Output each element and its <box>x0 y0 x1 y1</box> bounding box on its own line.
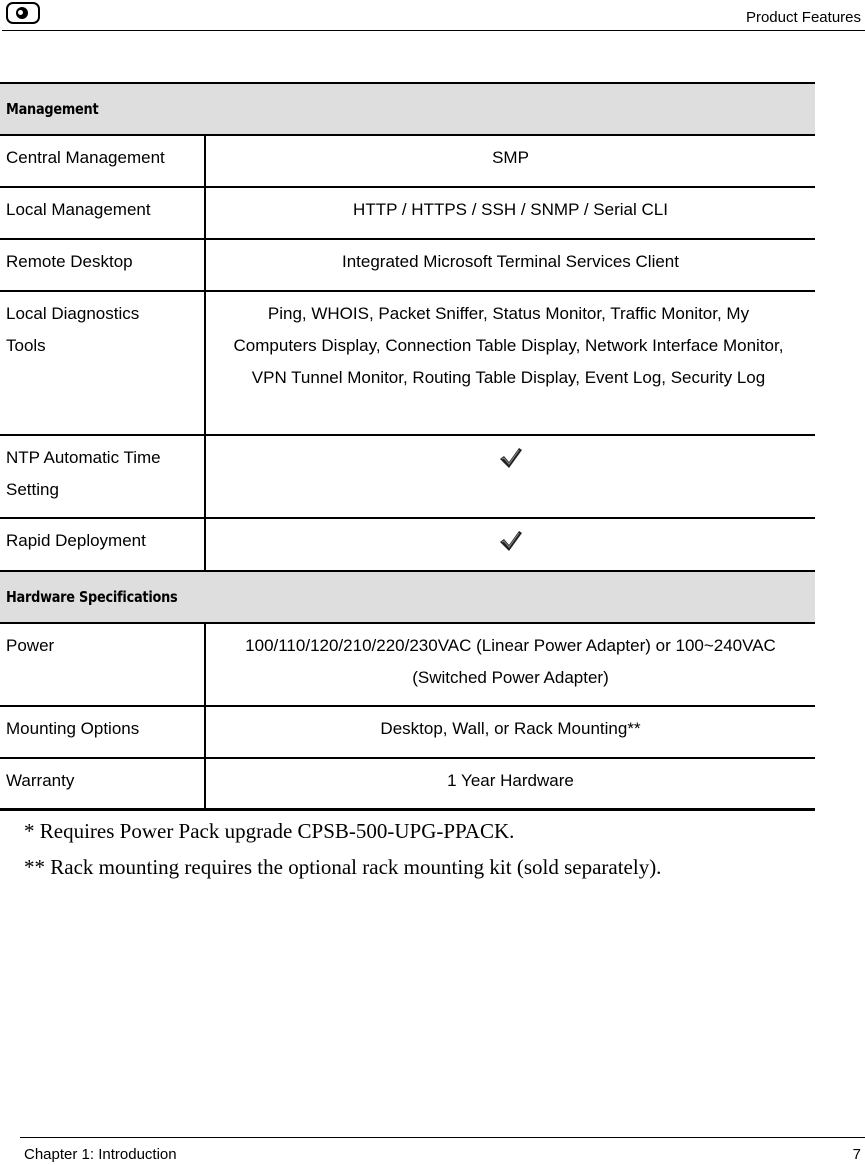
table-row <box>0 706 815 758</box>
table-row <box>0 758 815 809</box>
table-row <box>0 187 815 239</box>
row-label: Remote Desktop <box>0 239 205 291</box>
row-label: Local Diagnostics Tools <box>0 291 205 435</box>
table-row <box>0 623 815 706</box>
row-label: Local Management <box>0 187 205 239</box>
row-value: 100/110/120/210/220/230VAC (Linear Power Adapter) or 100~240VAC (Switched Power Adapter) <box>205 623 815 706</box>
row-value: Ping, WHOIS, Packet Sniffer, Status Monitor, Traffic Monitor, My Computers Display, Connection Table Display, Network Interface Monitor, VPN Tunnel Monitor, Routing Table Display, Event Log, Security Log <box>205 291 815 435</box>
table-row <box>0 135 815 187</box>
checkmark-icon <box>498 446 524 470</box>
row-value: Integrated Microsoft Terminal Services Client <box>205 239 815 291</box>
chapter-label: Chapter 1: Introduction <box>24 1146 177 1163</box>
row-label: Warranty <box>0 758 205 809</box>
table-row <box>0 239 815 291</box>
row-label: Mounting Options <box>0 706 205 758</box>
table-row <box>0 291 815 435</box>
row-label: Rapid Deployment <box>0 518 205 571</box>
page-number: 7 <box>852 1146 861 1163</box>
row-value: HTTP / HTTPS / SSH / SNMP / Serial CLI <box>205 187 815 239</box>
checkmark-icon <box>498 529 524 553</box>
row-label: Power <box>0 623 205 706</box>
row-value: SMP <box>205 135 815 187</box>
section-heading: Management <box>6 100 99 118</box>
section-hardware <box>0 571 815 623</box>
footnote: * Requires Power Pack upgrade CPSB-500-UPG-PPACK. <box>24 819 515 843</box>
footer-divider <box>20 1137 865 1138</box>
footnotes <box>24 813 661 885</box>
table-row <box>0 518 815 571</box>
header-divider <box>2 30 865 31</box>
section-heading: Hardware Specifications <box>6 588 178 606</box>
table-row <box>0 435 815 518</box>
header-title: Product Features <box>745 9 861 26</box>
camera-eye-icon <box>6 2 40 24</box>
row-label: NTP Automatic Time Setting <box>0 435 205 518</box>
row-label: Central Management <box>0 135 205 187</box>
section-management <box>0 83 815 135</box>
spec-table <box>0 82 815 811</box>
row-value: Desktop, Wall, or Rack Mounting** <box>205 706 815 758</box>
footnote: ** Rack mounting requires the optional rack mounting kit (sold separately). <box>24 855 662 879</box>
row-value: 1 Year Hardware <box>205 758 815 809</box>
